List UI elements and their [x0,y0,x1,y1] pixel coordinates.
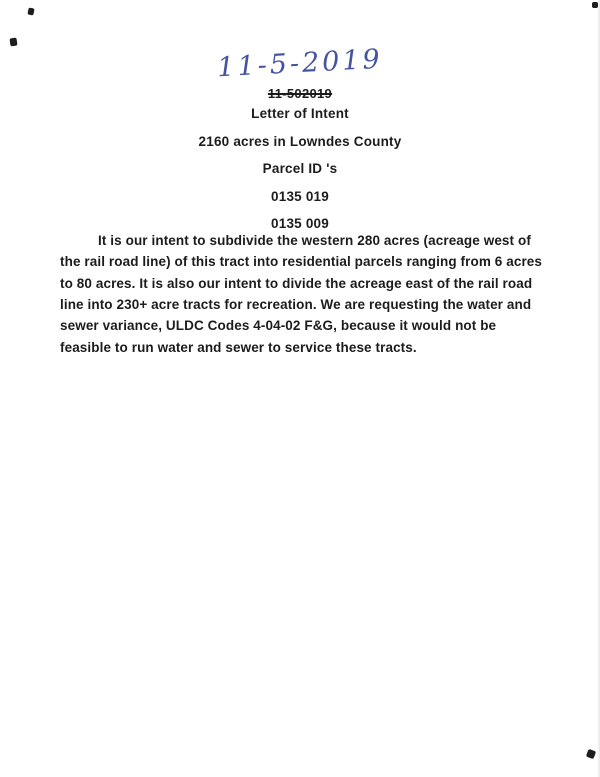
scan-speck [27,7,34,15]
parcel-id-1: 0135 019 [271,188,329,204]
struck-typed-date: 11-502019 [267,86,333,101]
handwritten-date: 11-5-2019 [216,43,384,84]
heading-block [0,106,600,244]
acreage-heading: 2160 acres in Lowndes County [198,133,402,149]
parcel-ids-heading: Parcel ID 's [262,161,338,176]
scan-speck [9,38,17,47]
document-title: Letter of Intent [251,106,349,121]
parcel-id-2: 0135 009 [271,216,329,231]
scan-speck [586,749,596,759]
body-paragraph: It is our intent to subdivide the western 280 acres (acreage west of the rail road line) of this tract into residential parcels ranging from 6 acres to 80 acres. It is also our intent to divide the acreage east of the rail road line into 230+ acre tracts for recreation. We are requesting the water and sewer variance, ULDC Codes 4-04-02 F&G, because it would not be feasible to run water and sewer to service these tracts. [60,233,543,355]
